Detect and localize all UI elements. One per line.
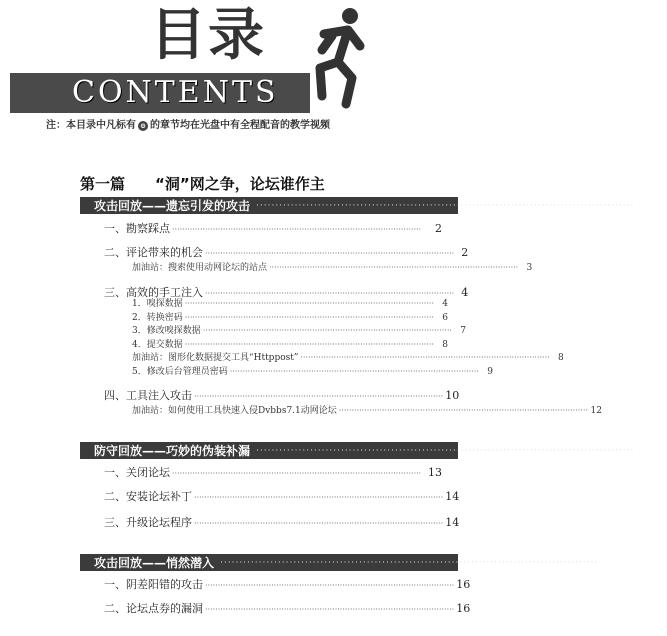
entry-page-number: 8 <box>442 340 448 350</box>
running-figure-icon <box>302 6 368 112</box>
entry-label: 三、高效的手工注入 <box>104 286 203 299</box>
leader-dots: ·································································································· <box>269 263 519 272</box>
chapter-title: 防守回放——巧妙的伪装补漏 <box>94 444 251 458</box>
entry-page-number: 7 <box>460 326 466 336</box>
entry-label: 二、评论带来的机会 <box>104 246 203 259</box>
entry-label: 加油站：搜索使用动网论坛的站点 <box>132 263 268 273</box>
entry-label: 二、论坛点券的漏洞 <box>104 602 203 615</box>
entry-page-number: 6 <box>442 313 448 323</box>
entry-label: 2．转换密码 <box>132 313 183 323</box>
entry-page-number: 3 <box>526 263 533 273</box>
leader-dots: ·································································································· <box>172 469 422 478</box>
part-name: “洞”网之争，论坛谁作主 <box>155 175 325 193</box>
section-entry[interactable] <box>104 387 460 403</box>
entry-label: 一、勘察踩点 <box>104 222 170 235</box>
entry-label: 一、关闭论坛 <box>104 466 170 479</box>
video-disc-icon: ⊙ <box>138 121 148 131</box>
entry-label: 二、安装论坛补丁 <box>104 490 192 503</box>
leader-dots: ·································································································· <box>205 581 455 590</box>
entry-page-number: 2 <box>461 246 469 259</box>
entry-page-number: 4 <box>442 299 448 309</box>
tip-entry[interactable] <box>132 260 533 273</box>
note-prefix: 注：本目录中凡标有 <box>46 120 136 131</box>
toc-note <box>46 116 330 131</box>
entry-label: 3．修改嗅探数据 <box>132 326 201 336</box>
chapter-title: 攻击回放——悄然潜入 <box>94 556 215 570</box>
leader-dots: ·································································································· <box>338 406 588 415</box>
leader-dots: ·································································································· <box>300 353 550 362</box>
entry-label: 1．嗅探数据 <box>132 299 183 309</box>
section-entry[interactable] <box>104 220 442 236</box>
entry-page-number: 2 <box>435 222 442 235</box>
chapter-heading[interactable] <box>80 554 622 571</box>
entry-page-number: 8 <box>557 353 564 363</box>
entry-label: 加油站：图形化数据提交工具“Httppost” <box>132 353 299 363</box>
leader-dots: ·································································································· <box>205 605 455 614</box>
leader-dots: ·································································································· <box>184 340 434 349</box>
leader-dots: ·································································································· <box>256 200 635 211</box>
toc-title: 目录 <box>150 3 266 68</box>
entry-page-number: 14 <box>445 516 460 529</box>
toc-title-english: CONTENTS <box>72 75 279 110</box>
part-label: 第一篇 <box>80 175 126 193</box>
note-suffix: 的章节均在光盘中有全程配音的教学视频 <box>150 120 330 131</box>
entry-page-number: 9 <box>487 367 493 377</box>
entry-page-number: 13 <box>428 466 442 479</box>
entry-page-number: 12 <box>590 406 602 416</box>
chapter-title: 攻击回放——遗忘引发的攻击 <box>94 199 251 213</box>
chapter-heading[interactable] <box>80 197 649 214</box>
leader-dots: ·································································································· <box>229 367 479 376</box>
chapter-page-number: 15 <box>604 555 622 570</box>
subsection-entry[interactable] <box>132 323 466 336</box>
subsection-entry[interactable] <box>132 337 448 350</box>
leader-dots: ·································································································· <box>172 225 422 234</box>
section-entry[interactable] <box>104 244 469 260</box>
chapter-page-number: 1 <box>640 198 649 213</box>
entry-page-number: 16 <box>456 578 471 591</box>
section-entry[interactable] <box>104 600 471 616</box>
leader-dots: ·································································································· <box>256 445 635 456</box>
subsection-entry[interactable] <box>132 364 493 377</box>
entry-page-number: 16 <box>456 602 471 615</box>
tip-entry[interactable] <box>132 403 602 416</box>
leader-dots: ·································································································· <box>194 519 444 528</box>
leader-dots: ·································································································· <box>220 557 599 568</box>
entry-page-number: 4 <box>461 286 469 299</box>
leader-dots: ·································································································· <box>194 392 444 401</box>
entry-label: 一、阴差阳错的攻击 <box>104 578 203 591</box>
chapter-page-number: 13 <box>640 443 658 458</box>
entry-page-number: 10 <box>445 389 460 402</box>
tip-entry[interactable] <box>132 350 564 363</box>
leader-dots: ·································································································· <box>184 299 434 308</box>
entry-label: 加油站：如何使用工具快速入侵Dvbbs7.1动网论坛 <box>132 406 337 416</box>
leader-dots: ·································································································· <box>194 493 444 502</box>
leader-dots: ·································································································· <box>202 326 452 335</box>
chapter-heading[interactable] <box>80 442 658 459</box>
section-entry[interactable] <box>104 576 471 592</box>
entry-label: 4．提交数据 <box>132 340 183 350</box>
section-entry[interactable] <box>104 464 442 480</box>
entry-page-number: 14 <box>445 490 460 503</box>
entry-label: 四、工具注入攻击 <box>104 389 192 402</box>
section-entry[interactable] <box>104 488 460 504</box>
subsection-entry[interactable] <box>132 296 448 309</box>
leader-dots: ·································································································· <box>205 289 455 298</box>
leader-dots: ·································································································· <box>205 249 455 258</box>
entry-label: 三、升级论坛程序 <box>104 516 192 529</box>
subsection-entry[interactable] <box>132 310 448 323</box>
entry-label: 5．修改后台管理员密码 <box>132 367 228 377</box>
part-title <box>80 173 325 194</box>
leader-dots: ·································································································· <box>184 313 434 322</box>
section-entry[interactable] <box>104 514 460 530</box>
